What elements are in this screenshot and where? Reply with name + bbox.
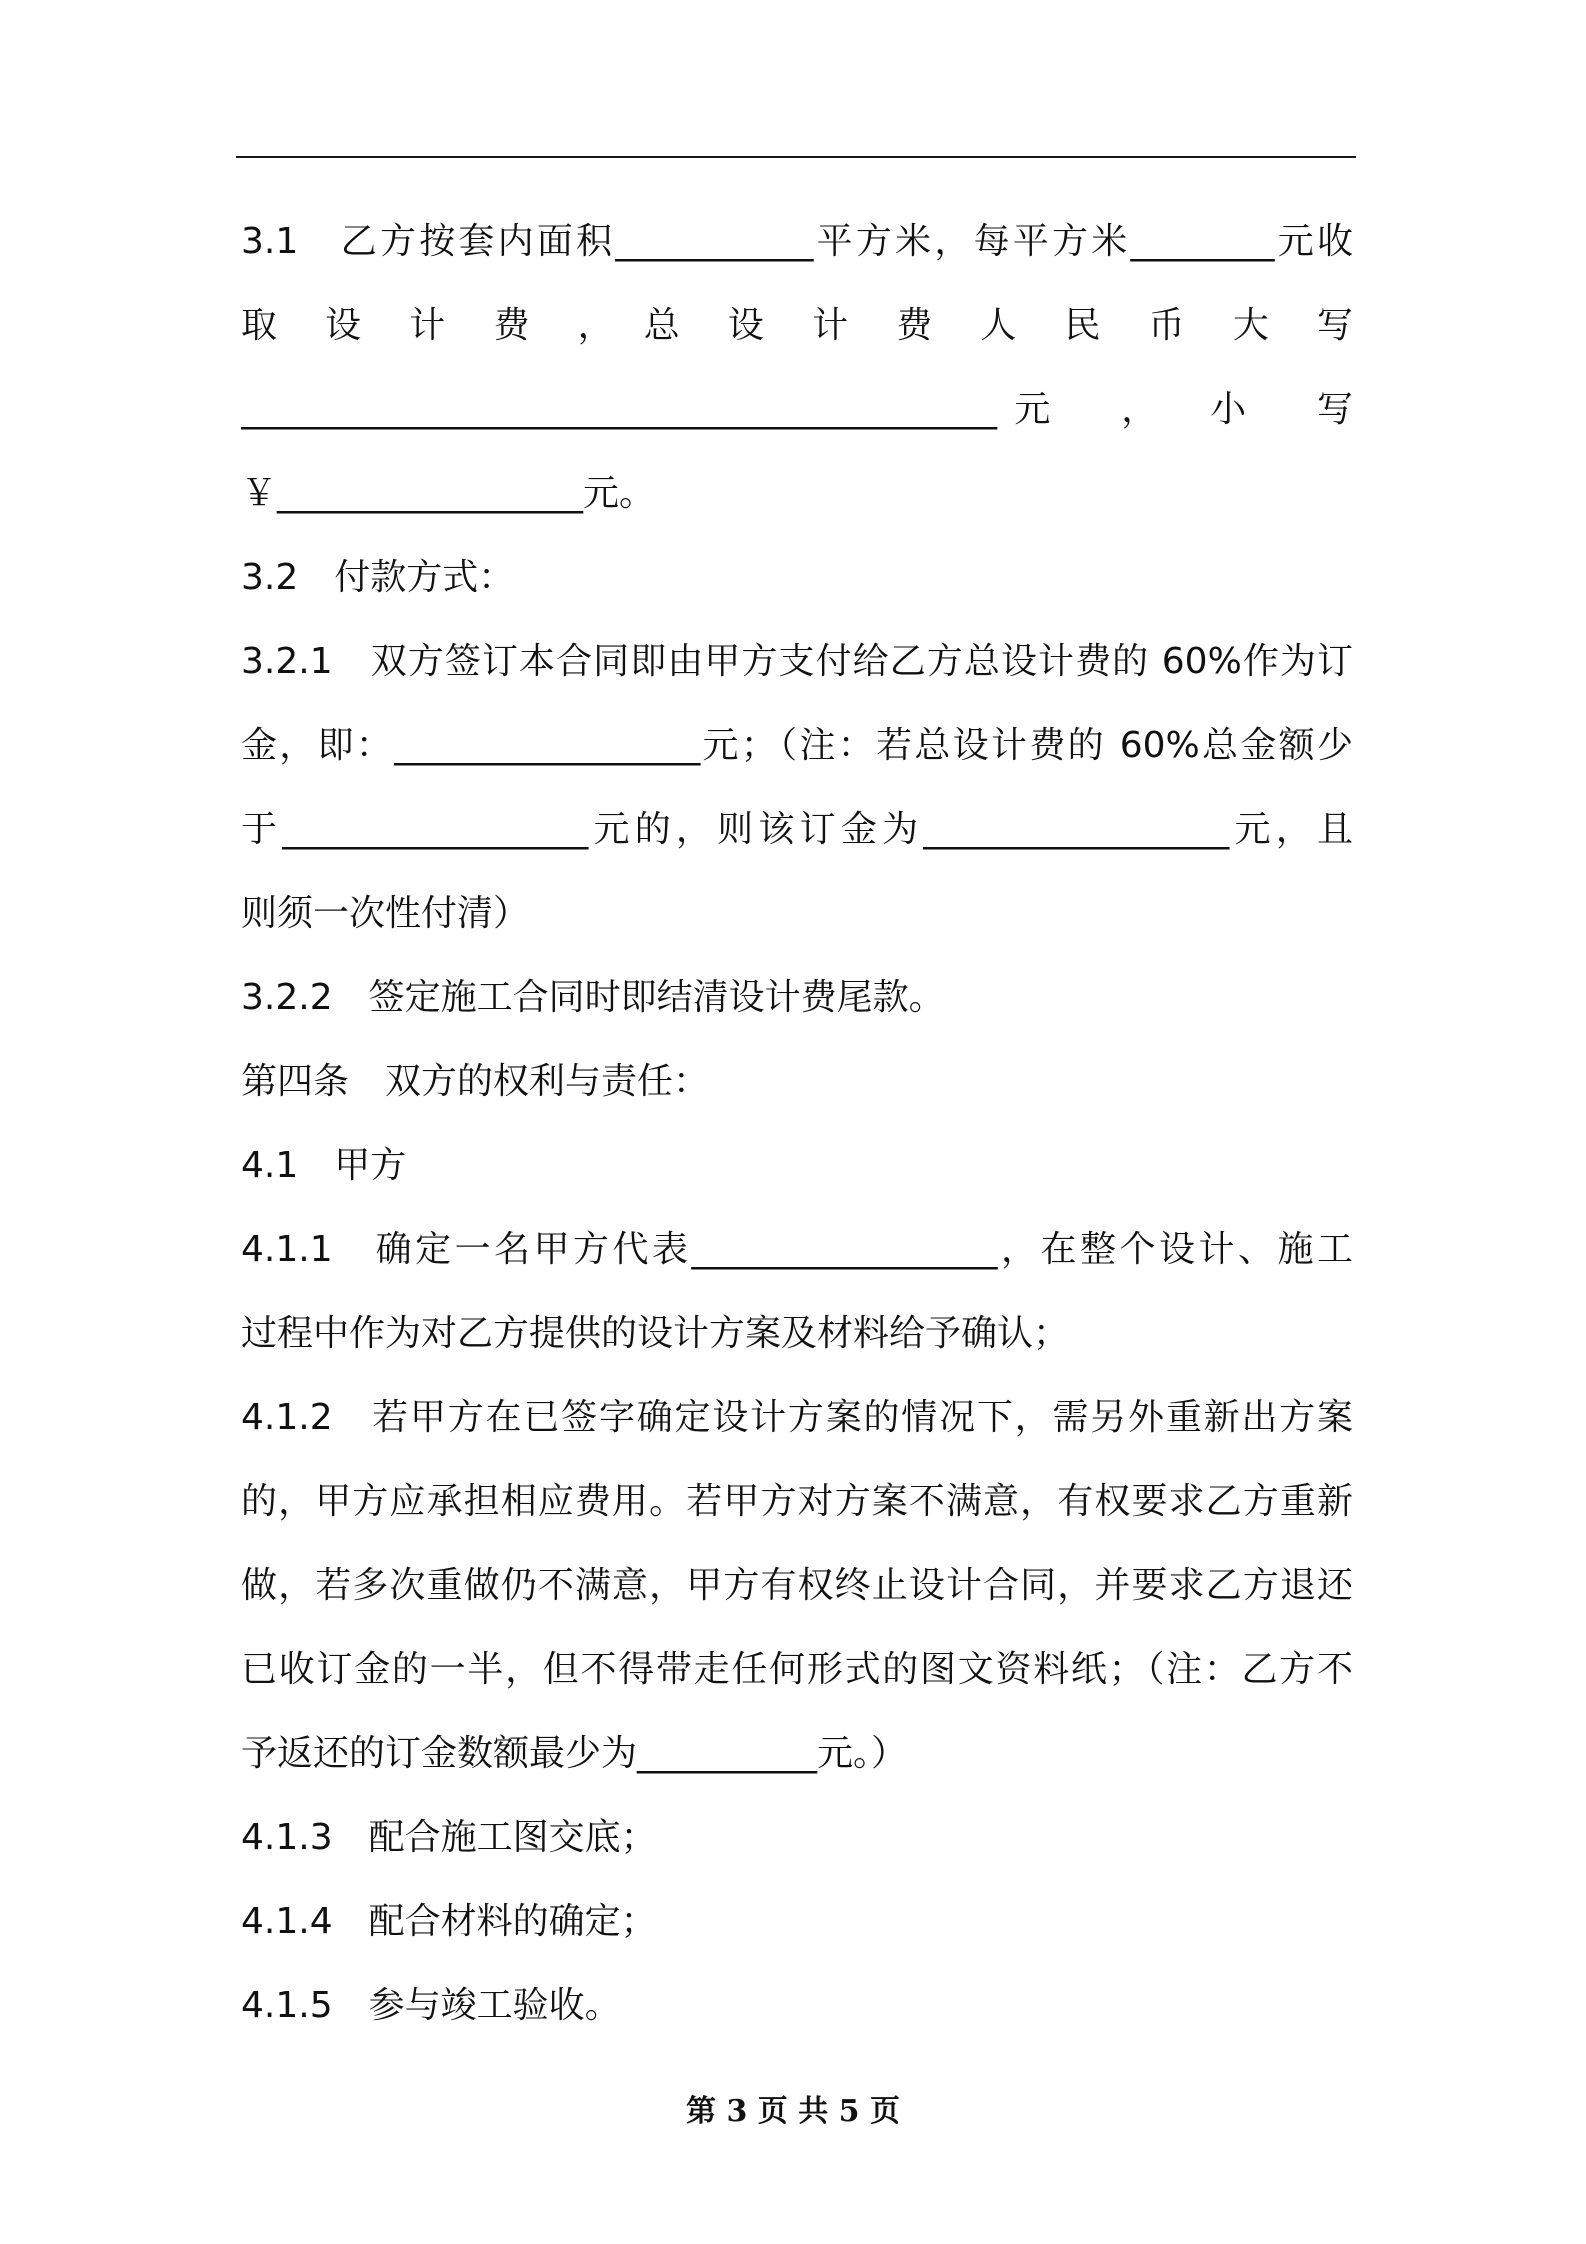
para-4-1-3: 4.1.3 配合施工图交底； xyxy=(241,1817,657,1858)
para-3-2-1-line-1: 3.2.1 双方签订本合同即由甲方支付给乙方总设计费的 60%作为订 xyxy=(241,641,1353,682)
para-4-1-2-line-1: 4.1.2 若甲方在已签字确定设计方案的情况下，需另外重新出方案 xyxy=(241,1397,1353,1438)
para-3-2: 3.2 付款方式： xyxy=(241,557,515,598)
document-body xyxy=(241,200,1353,2048)
para-4-1-2-line-4: 已收订金的一半，但不得带走任何形式的图文资料纸；（注：乙方不 xyxy=(241,1649,1353,1690)
para-4-1-2-line-2: 的，甲方应承担相应费用。若甲方对方案不满意，有权要求乙方重新 xyxy=(241,1481,1353,1522)
para-4-1-1-line-1: 4.1.1 确定一名甲方代表_________________，在整个设计、施工 xyxy=(241,1229,1353,1270)
para-3-2-2: 3.2.2 签定施工合同时即结清设计费尾款。 xyxy=(241,977,945,1018)
para-4-1: 4.1 甲方 xyxy=(241,1145,407,1186)
para-3-2-1-line-3: 于_________________元的，则该订金为_________________元，且 xyxy=(241,809,1353,850)
para-3-2-1-line-4: 则须一次性付清） xyxy=(241,893,530,934)
para-4-1-1-line-2: 过程中作为对乙方提供的设计方案及材料给予确认； xyxy=(241,1313,1070,1354)
article-4-heading: 第四条 双方的权利与责任： xyxy=(241,1061,710,1102)
para-3-2-1-line-2: 金，即：_________________元；（注：若总设计费的 60%总金额少 xyxy=(241,725,1353,766)
para-3-1-line-3: __________________________________________元 ， 小 写 xyxy=(241,389,1353,430)
para-4-1-5: 4.1.5 参与竣工验收。 xyxy=(241,1985,621,2026)
para-3-1-line-4: ￥_________________元。 xyxy=(241,473,656,514)
para-4-1-4: 4.1.4 配合材料的确定； xyxy=(241,1901,657,1942)
para-3-1-line-2: 取 设 计 费 ， 总 设 计 费 人 民 币 大 写 xyxy=(241,305,1353,346)
para-4-1-2-line-3: 做，若多次重做仍不满意，甲方有权终止设计合同，并要求乙方退还 xyxy=(241,1565,1353,1606)
header-rule xyxy=(236,156,1356,158)
page-number-footer: 第 3 页 共 5 页 xyxy=(686,2094,900,2129)
para-4-1-2-line-5: 予返还的订金数额最少为__________元。） xyxy=(241,1733,908,1774)
para-3-1-line-1: 3.1 乙方按套内面积___________平方米，每平方米________元收 xyxy=(241,221,1353,262)
